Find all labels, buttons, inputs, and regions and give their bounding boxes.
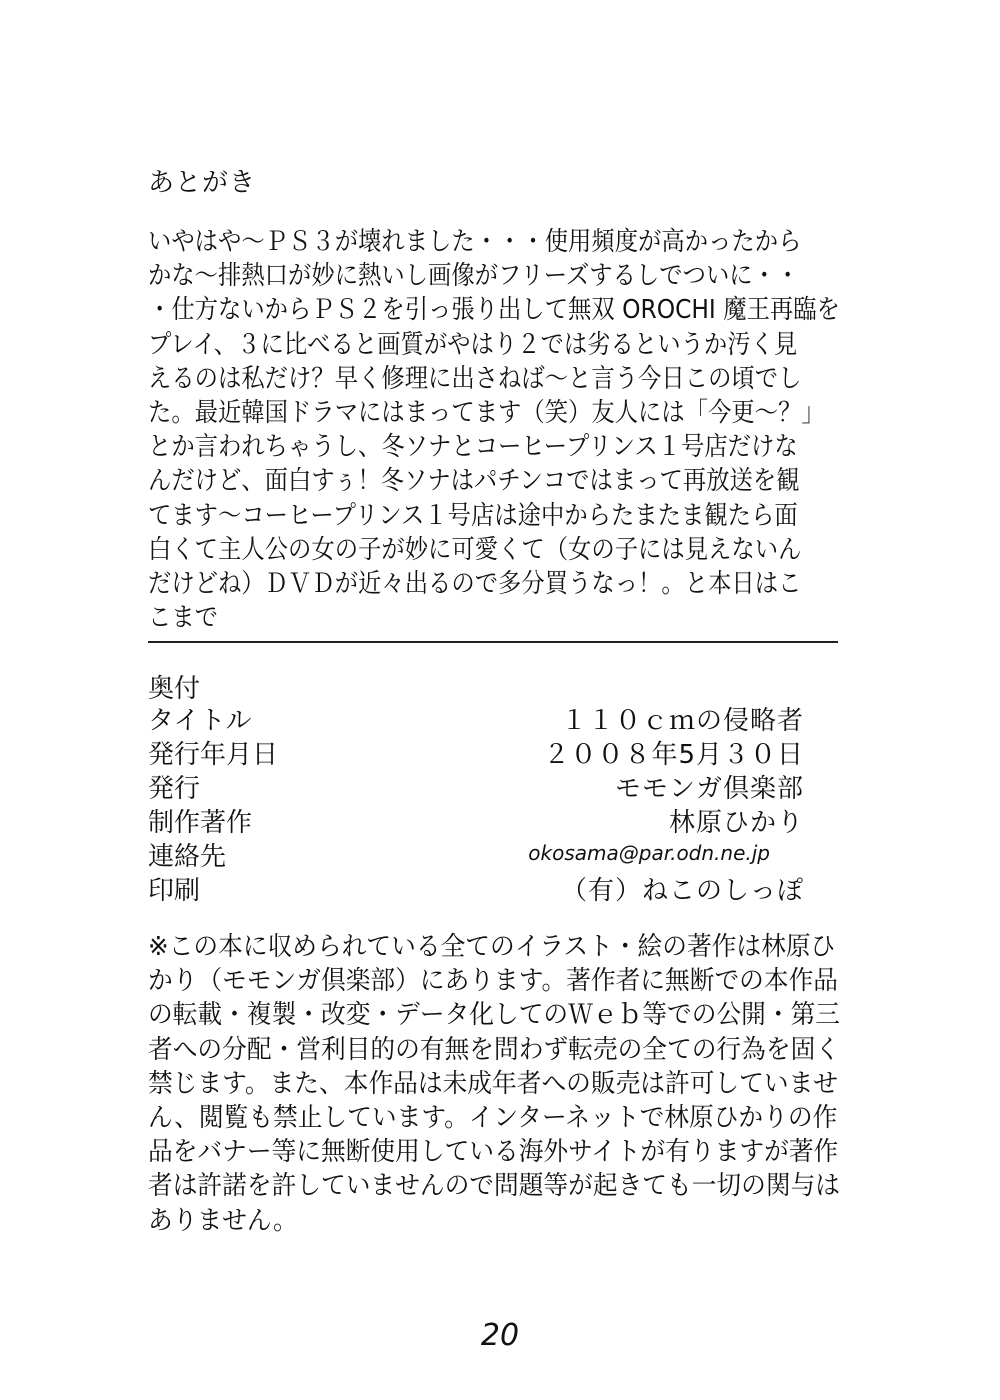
afterword-heading: あとがき bbox=[148, 168, 257, 198]
colophon-label: 印刷 bbox=[148, 876, 201, 906]
afterword-line: た。最近韓国ドラマにはまってます（笑）友人には「今更～？」 bbox=[148, 397, 825, 428]
afterword-line: とか言われちゃうし、冬ソナとコーヒープリンス１号店だけな bbox=[148, 432, 798, 463]
afterword-text bbox=[148, 225, 919, 635]
colophon-row-publisher bbox=[148, 768, 804, 802]
page-number: 20 bbox=[480, 1318, 520, 1353]
notice-line: 禁じます。また、本作品は未成年者への販売は許可していませ bbox=[148, 1068, 839, 1099]
colophon-value: 林原ひかり bbox=[668, 808, 804, 838]
colophon-value: （有）ねこのしっぽ bbox=[560, 876, 804, 906]
afterword-line: 白くて主人公の女の子が妙に可愛くて（女の子には見えないん bbox=[148, 534, 802, 565]
contact-email: okosama@par.odn.ne.jp bbox=[528, 841, 770, 865]
afterword-line: いやはや～ＰＳ３が壊れました・・・使用頻度が高かったから bbox=[148, 227, 802, 257]
copyright-notice bbox=[148, 930, 876, 1238]
section-divider bbox=[148, 641, 838, 643]
colophon-value: １１０ｃｍの侵略者 bbox=[560, 706, 804, 736]
notice-line: ありません。 bbox=[148, 1205, 298, 1236]
colophon-label: 連絡先 bbox=[148, 842, 227, 872]
colophon-label: 制作著作 bbox=[148, 808, 253, 838]
colophon-value: モモンガ倶楽部 bbox=[614, 774, 804, 804]
afterword-line: だけどね）ＤＶＤが近々出るので多分買うなっ！。と本日はこ bbox=[148, 568, 802, 599]
notice-line: 品をバナー等に無断使用している海外サイトが有りますが著作 bbox=[148, 1137, 839, 1168]
afterword-line: プレイ、３に比べると画質がやはり２では劣るというか汚く見 bbox=[148, 329, 798, 360]
afterword-line: ・仕方ないからＰＳ２を引っ張り出して無双 OROCHI 魔王再臨を bbox=[148, 295, 840, 326]
colophon-label: タイトル bbox=[148, 706, 252, 736]
colophon-row-date bbox=[148, 734, 804, 768]
afterword-line: えるのは私だけ？早く修理に出さねば～と言う今日この頃でし bbox=[148, 363, 802, 394]
colophon-label: 発行 bbox=[148, 774, 201, 804]
colophon-row-author bbox=[148, 802, 804, 836]
colophon-row-printer bbox=[148, 870, 804, 904]
afterword-line: てます～コーヒープリンス１号店は途中からたまたま観たら面 bbox=[148, 500, 798, 531]
colophon-row-contact bbox=[148, 836, 804, 870]
notice-line: ※この本に収められている全てのイラスト・絵の著作は林原ひ bbox=[148, 932, 836, 962]
afterword-line: かな～排熱口が妙に熱いし画像がフリーズするしでついに・・ bbox=[148, 261, 800, 292]
colophon-label: 発行年月日 bbox=[148, 740, 279, 770]
colophon-row-title bbox=[148, 700, 804, 734]
notice-line: の転載・複製・改変・データ化してのＷｅｂ等での公開・第三 bbox=[148, 1000, 841, 1031]
notice-line: 者は許諾を許していませんので問題等が起きても一切の関与は bbox=[148, 1171, 841, 1202]
colophon-heading: 奥付 bbox=[148, 674, 201, 704]
notice-line: かり（モモンガ倶楽部）にあります。著作者に無断での本作品 bbox=[148, 966, 839, 997]
notice-line: ん、閲覧も禁止しています。インターネットで林原ひかりの作 bbox=[148, 1102, 838, 1133]
afterword-line: こまで bbox=[148, 603, 219, 634]
afterword-line: んだけど、面白すぅ！冬ソナはパチンコではまって再放送を観 bbox=[148, 466, 800, 497]
notice-line: 者への分配・営利目的の有無を問わず転売の全ての行為を固く bbox=[148, 1034, 841, 1065]
colophon-value: ２００８年5月３０日 bbox=[543, 740, 804, 770]
